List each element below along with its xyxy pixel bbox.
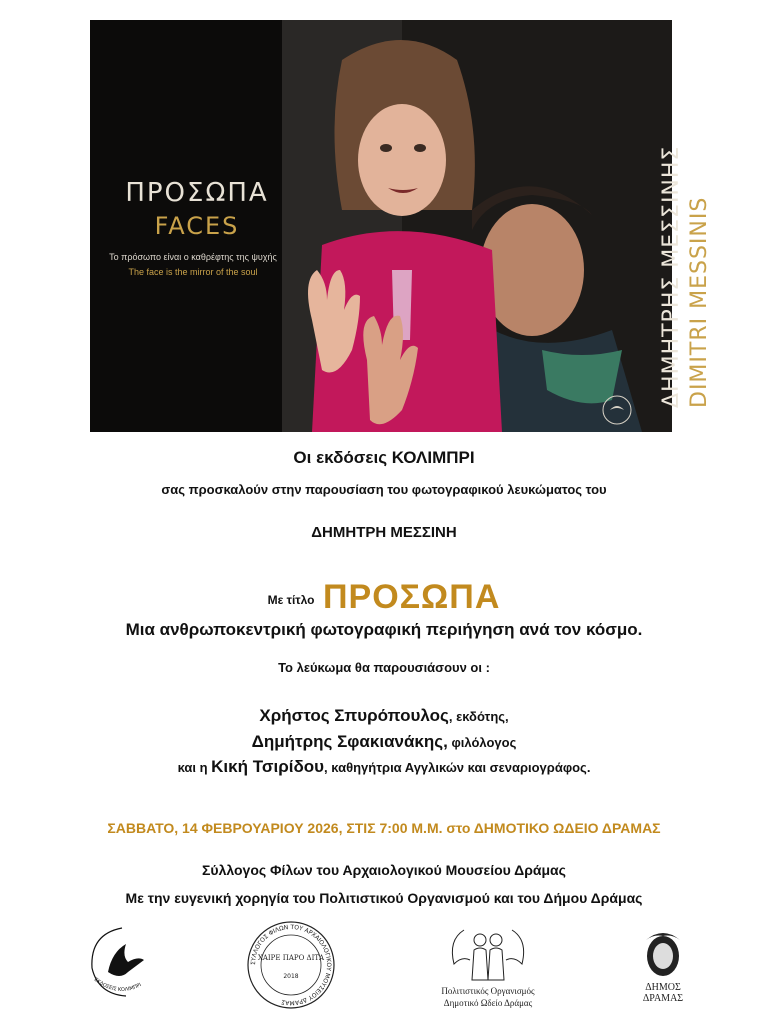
book-cover xyxy=(90,20,712,432)
cover-title-greek: ΠΡΟΣΩΠΑ xyxy=(125,178,269,208)
presenter-3 xyxy=(0,757,768,777)
cover-author xyxy=(660,98,720,418)
dimos-caption-1: ΔΗΜΟΣ xyxy=(645,982,681,993)
presenter-1-role: , εκδότης, xyxy=(448,709,509,724)
presenter-3-prefix: και η xyxy=(177,760,212,775)
presenter-3-role: , καθηγήτρια Αγγλικών και σεναριογράφος. xyxy=(324,760,591,775)
title-prefix: Με τίτλο xyxy=(267,593,315,607)
cover-subtitle-greek: Το πρόσωπο είναι ο καθρέφτης της ψυχής xyxy=(109,252,277,262)
kolimpri-logo xyxy=(82,922,162,1006)
odeio-logo xyxy=(418,920,558,1012)
sponsor-line: Με την ευγενική χορηγία του Πολιτιστικού Οργανισμού και του Δήμου Δράμας xyxy=(125,890,643,906)
organizer-line: Σύλλογος Φίλων του Αρχαιολογικού Μουσείου Δράμας xyxy=(202,862,566,878)
odeio-caption-1: Πολιτιστικός Οργανισμός xyxy=(441,986,535,996)
cover-author-english: DIMITRI MESSINIS xyxy=(687,196,712,408)
kolimpri-logo-text: ΕΚΔΟΣΕΙΣ ΚΟΛΙΜΠΡΙ xyxy=(92,976,143,994)
museum-friends-seal xyxy=(246,920,336,1010)
presenter-1 xyxy=(0,706,768,726)
angels-icon xyxy=(452,930,523,980)
presenter-2-name: Δημήτρης Σφακιανάκης, xyxy=(251,732,448,751)
cover-photo xyxy=(282,20,672,432)
presenter-3-name: Κική Τσιρίδου xyxy=(211,757,325,776)
dimos-caption-2: ΔΡΑΜΑΣ xyxy=(642,993,684,1004)
seal-center-text: ΧΑΙΡΕ ΠΑΡΟ ΔΙΤΑ xyxy=(257,954,325,962)
date-venue: ΣΑΒΒΑΤΟ, 14 ΦΕΒΡΟΥΑΡΙΟΥ 2026, ΣΤΙΣ 7:00 Μ.Μ. στο ΔΗΜΟΤΙΚΟ ΩΔΕΙΟ ΔΡΑΜΑΣ xyxy=(107,820,661,836)
tagline: Μια ανθρωποκεντρική φωτογραφική περιήγηση ανά τον κόσμο. xyxy=(125,620,643,639)
seal-year: 2018 xyxy=(283,973,299,980)
invitation-line: σας προσκαλούν στην παρουσίαση του φωτογραφικού λευκώματος του xyxy=(161,482,607,497)
dionysus-head-icon xyxy=(646,933,680,976)
cover-subtitle-english: The face is the mirror of the soul xyxy=(128,267,258,277)
dimos-dramas-logo xyxy=(628,926,698,1016)
hummingbird-icon xyxy=(108,944,144,976)
author-name: ΔΗΜΗΤΡΗ ΜΕΣΣΙΝΗ xyxy=(311,524,457,541)
presenter-1-name: Χρήστος Σπυρόπουλος xyxy=(259,706,449,725)
publisher-line: Οι εκδόσεις ΚΟΛΙΜΠΡΙ xyxy=(293,448,475,467)
cover-author-greek: ΔΗΜΗΤΡΗΣ ΜΕΣΣΙΝΗΣ xyxy=(659,145,684,408)
presenter-2-role: φιλόλογος xyxy=(447,735,517,750)
cover-title-english: FACES xyxy=(154,212,240,240)
presenters-intro: Το λεύκωμα θα παρουσιάσουν οι : xyxy=(278,660,490,675)
odeio-caption-2: Δημοτικό Ωδείο Δράμας xyxy=(443,998,533,1008)
event-title: ΠΡΟΣΩΠΑ xyxy=(322,578,501,616)
svg-text:ΕΚΔΟΣΕΙΣ ΚΟΛΙΜΠΡΙ xyxy=(93,977,143,993)
title-line xyxy=(0,578,768,617)
presenter-2 xyxy=(0,732,768,752)
seal-ring-text: ΣΥΛΛΟΓΟΣ ΦΙΛΩΝ ΤΟΥ ΑΡΧΑΙΟΛΟΓΙΚΟΥ ΜΟΥΣΕΙΟΥ ΔΡΑΜΑΣ xyxy=(249,923,333,1007)
svg-text:ΣΥΛΛΟΓΟΣ ΦΙΛΩΝ ΤΟΥ ΑΡΧΑΙΟΛΟΓΙΚ xyxy=(250,924,332,1006)
